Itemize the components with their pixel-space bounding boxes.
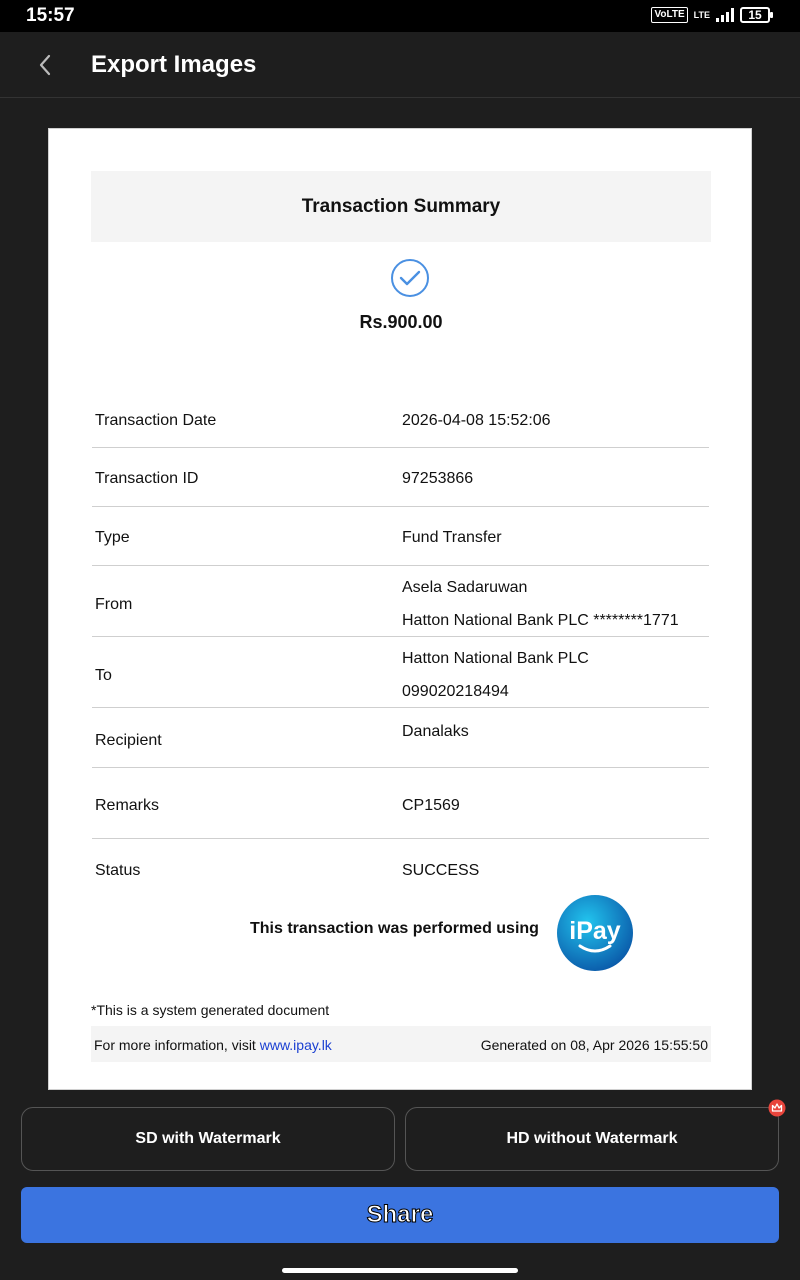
row-value: SUCCESS xyxy=(402,862,480,879)
row-transaction-id xyxy=(92,448,709,507)
row-from xyxy=(92,566,709,637)
lte-icon: LTE xyxy=(693,9,710,20)
share-button[interactable]: Share xyxy=(21,1187,779,1243)
back-arrow-icon[interactable] xyxy=(30,50,60,80)
signal-icon xyxy=(716,8,734,22)
row-status xyxy=(92,839,709,893)
premium-crown-icon xyxy=(768,1099,786,1117)
row-type xyxy=(92,507,709,566)
receipt-footer xyxy=(91,1026,711,1062)
performed-using xyxy=(49,893,752,973)
row-value-secondary: Hatton National Bank PLC ********1771 xyxy=(402,612,679,629)
row-label: Transaction Date xyxy=(95,412,217,429)
page-title: Export Images xyxy=(91,51,257,78)
system-generated-note: *This is a system generated document xyxy=(91,1002,330,1018)
row-label: Status xyxy=(95,862,141,879)
row-label: Remarks xyxy=(95,797,160,814)
row-recipient xyxy=(92,708,709,768)
row-value: Fund Transfer xyxy=(402,529,502,546)
ipay-logo-icon xyxy=(556,894,634,972)
home-indicator[interactable] xyxy=(282,1268,518,1273)
row-to xyxy=(92,637,709,708)
receipt-title: Transaction Summary xyxy=(91,171,711,242)
ipay-website-link[interactable]: www.ipay.lk xyxy=(259,1037,332,1053)
row-value: Hatton National Bank PLC xyxy=(402,650,589,667)
status-time: 15:57 xyxy=(26,5,75,26)
sd-watermark-button[interactable]: SD with Watermark xyxy=(21,1107,395,1171)
row-remarks xyxy=(92,768,709,839)
battery-icon: 15 xyxy=(740,7,770,23)
row-value: 97253866 xyxy=(402,470,474,487)
receipt-preview xyxy=(48,128,752,1090)
row-label: Type xyxy=(95,529,130,546)
performed-text: This transaction was performed using xyxy=(250,920,539,937)
row-label: Transaction ID xyxy=(95,470,199,487)
hd-no-watermark-button[interactable]: HD without Watermark xyxy=(405,1107,779,1171)
row-value: Asela Sadaruwan xyxy=(402,579,528,596)
row-label: From xyxy=(95,596,133,613)
footer-info xyxy=(94,1037,332,1053)
check-circle-icon xyxy=(390,258,430,298)
volte-icon: VoLTE xyxy=(651,7,687,23)
row-value: Danalaks xyxy=(402,723,469,740)
transaction-amount: Rs.900.00 xyxy=(359,312,443,332)
row-label: Recipient xyxy=(95,732,162,749)
export-options-panel xyxy=(0,1090,800,1280)
footer-info-prefix: For more information, visit xyxy=(94,1037,260,1053)
row-label: To xyxy=(95,667,112,684)
generated-timestamp: Generated on 08, Apr 2026 15:55:50 xyxy=(480,1037,708,1053)
row-value: CP1569 xyxy=(402,797,460,814)
status-bar xyxy=(0,0,800,32)
ipay-logo-text: iPay xyxy=(569,917,621,945)
app-bar xyxy=(0,32,800,98)
status-icons xyxy=(651,7,770,23)
row-value-secondary: 099020218494 xyxy=(402,683,509,700)
row-transaction-date xyxy=(92,390,709,448)
row-value: 2026-04-08 15:52:06 xyxy=(402,412,551,429)
